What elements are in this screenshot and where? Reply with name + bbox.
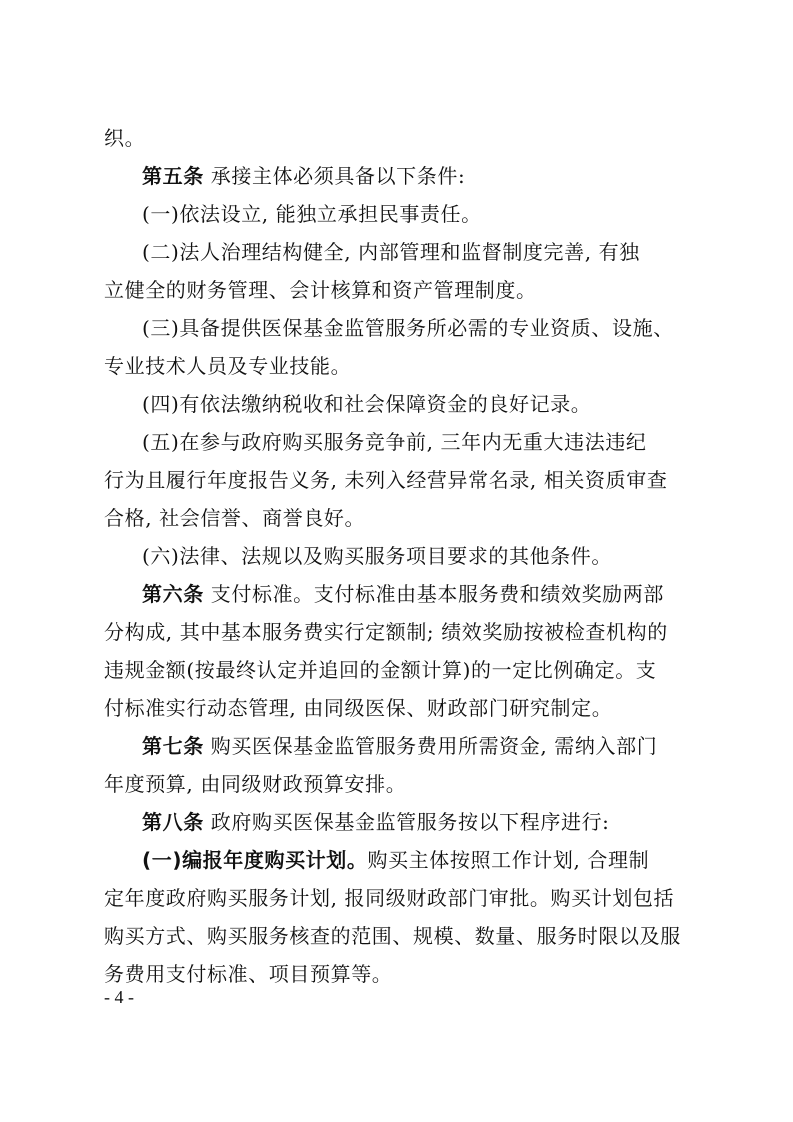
article-heading-line xyxy=(0,803,793,841)
text-line xyxy=(0,271,793,309)
line-text: 承接主体必须具备以下条件: xyxy=(210,164,466,188)
line-text: 购买方式、购买服务核查的范围、规模、数量、服务时限以及服 xyxy=(104,924,681,948)
line-text: 务费用支付标准、项目预算等。 xyxy=(104,962,393,986)
text-line xyxy=(0,119,793,157)
line-text: 支付标准。支付标准由基本服务费和绩效奖励两部 xyxy=(210,582,664,606)
line-text: 立健全的财务管理、会计核算和资产管理制度。 xyxy=(104,278,537,302)
text-line xyxy=(0,423,793,461)
line-text: 行为且履行年度报告义务, 未列入经营异常名录, 相关资质审查 xyxy=(104,468,668,492)
article-label: 第八条 xyxy=(142,810,204,834)
line-text: 专业技术人员及专业技能。 xyxy=(104,354,352,378)
line-text: 付标准实行动态管理, 由同级医保、财政部门研究制定。 xyxy=(104,696,613,720)
text-line xyxy=(0,499,793,537)
line-text: (四)有依法缴纳税收和社会保障资金的良好记录。 xyxy=(142,392,592,416)
article-heading-line xyxy=(0,575,793,613)
article-heading-line xyxy=(0,157,793,195)
line-text: 购买主体按照工作计划, 合理制 xyxy=(367,848,650,872)
text-line xyxy=(0,309,793,347)
line-text: 政府购买医保基金监管服务按以下程序进行: xyxy=(210,810,610,834)
line-text: (五)在参与政府购买服务竞争前, 三年内无重大违法违纪 xyxy=(142,430,647,454)
text-line xyxy=(0,537,793,575)
text-line xyxy=(0,651,793,689)
line-text: 织。 xyxy=(104,126,146,150)
article-label: 第六条 xyxy=(142,582,204,606)
line-text: (二)法人治理结构健全, 内部管理和监督制度完善, 有独 xyxy=(142,240,640,264)
text-line xyxy=(0,385,793,423)
text-line xyxy=(0,765,793,803)
section-label: (一)编报年度购买计划。 xyxy=(142,848,368,872)
line-text: 分构成, 其中基本服务费实行定额制; 绩效奖励按被检查机构的 xyxy=(104,620,668,644)
text-line xyxy=(0,917,793,955)
text-line xyxy=(0,879,793,917)
section-heading-line xyxy=(0,841,793,879)
text-line xyxy=(0,461,793,499)
text-line xyxy=(0,347,793,385)
text-line xyxy=(0,689,793,727)
line-text: (六)法律、法规以及购买服务项目要求的其他条件。 xyxy=(142,544,613,568)
line-text: (三)具备提供医保基金监管服务所必需的专业资质、设施、 xyxy=(142,316,674,340)
line-text: (一)依法设立, 能独立承担民事责任。 xyxy=(142,202,482,226)
line-text: 年度预算, 由同级财政预算安排。 xyxy=(104,772,407,796)
line-text: 购买医保基金监管服务费用所需资金, 需纳入部门 xyxy=(210,734,658,758)
line-text: 违规金额(按最终认定并追回的金额计算)的一定比例确定。支 xyxy=(104,658,657,682)
line-text: 合格, 社会信誉、商誉良好。 xyxy=(104,506,366,530)
article-label: 第七条 xyxy=(142,734,204,758)
page-number: - 4 - xyxy=(104,987,134,1007)
text-line xyxy=(0,233,793,271)
line-text: 定年度政府购买服务计划, 报同级财政部门审批。购买计划包括 xyxy=(104,886,675,910)
text-line xyxy=(0,613,793,651)
text-line xyxy=(0,195,793,233)
article-heading-line xyxy=(0,727,793,765)
article-label: 第五条 xyxy=(142,164,204,188)
